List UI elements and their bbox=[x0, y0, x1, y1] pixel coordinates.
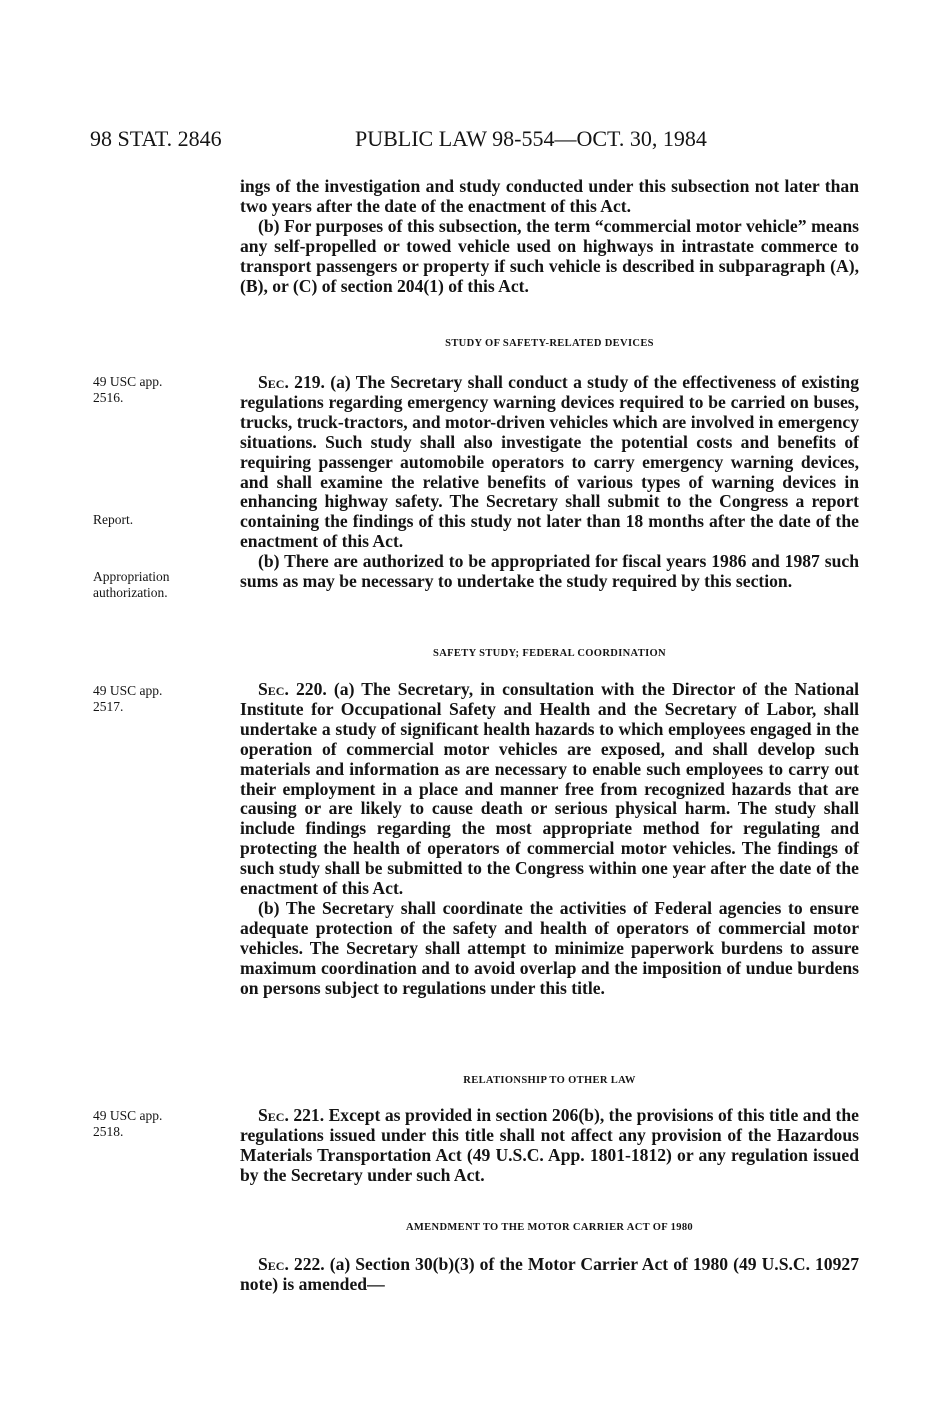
margin-note-line: 2517. bbox=[93, 699, 124, 714]
section-222-heading: AMENDMENT TO THE MOTOR CARRIER ACT OF 1980 bbox=[405, 1222, 694, 1233]
sec-label: Sec. bbox=[258, 1105, 289, 1125]
section-219-body bbox=[240, 373, 859, 592]
section-220-heading: SAFETY STUDY; FEDERAL COORDINATION bbox=[433, 648, 666, 659]
section-220-body bbox=[240, 680, 859, 999]
margin-note-appropriation bbox=[93, 569, 223, 601]
sec-label: Sec. bbox=[258, 1254, 289, 1274]
continuation-paragraph: ings of the investigation and study conducted under this subsection not later than two years after the date of the enactment of this Act. bbox=[240, 176, 859, 216]
paragraph-text: 222. (a) Section 30(b)(3) of the Motor Carrier Act of 1980 (49 U.S.C. 10927 note) is amended— bbox=[240, 1254, 859, 1294]
definition-paragraph: (b) For purposes of this subsection, the term “commercial motor vehicle” means any self-propelled or towed vehicle used on highways in intrastate commerce to transport passengers or property if such vehicle is described in subparagraph (A), (B), or (C) of section 204(1) of this Act. bbox=[240, 215, 859, 296]
margin-note-line: 49 USC app. bbox=[93, 1108, 163, 1123]
section-221-body bbox=[240, 1106, 859, 1186]
continuation-block bbox=[240, 177, 859, 296]
stat-reference: 98 STAT. 2846 bbox=[90, 126, 222, 151]
section-219-paragraph-b: (b) There are authorized to be appropriated for fiscal years 1986 and 1987 such sums as may be necessary to undertake the study required by this section. bbox=[240, 551, 859, 592]
sec-label: Sec. bbox=[258, 679, 289, 699]
margin-note-report bbox=[93, 512, 223, 528]
margin-note-line: Report. bbox=[93, 512, 134, 527]
paragraph-text: 219. (a) The Secretary shall conduct a study of the effectiveness of existing regulations regarding emergency warning devices required to be carried on buses, trucks, truck-tractors, and motor-driven vehicles which are involved in emergency situations. Such study shall also investigate the potential costs and benefits of requiring passenger automobile operators to carry emergency warning devices, and shall examine the relative benefits of various types of warning devices in enhancing highway safety. The Secretary shall submit to the Congress a report containing the findings of this study not later than 18 months after the date of the enactment of this Act. bbox=[240, 372, 859, 552]
margin-note-line: 49 USC app. bbox=[93, 374, 163, 389]
section-222-body bbox=[240, 1255, 859, 1295]
margin-note-usc-2517 bbox=[93, 683, 223, 715]
law-title: PUBLIC LAW 98-554—OCT. 30, 1984 bbox=[355, 126, 707, 151]
margin-note-line: 49 USC app. bbox=[93, 683, 163, 698]
paragraph-text: 221. Except as provided in section 206(b), the provisions of this title and the regulations issued under this title shall not affect any provision of the Hazardous Materials Transportation Act (49 U.S.C. App. 1801-1812) or any regulation issued by the Secretary under such Act. bbox=[240, 1105, 859, 1185]
section-219-heading: STUDY OF SAFETY-RELATED DEVICES bbox=[445, 338, 654, 349]
margin-note-line: authorization. bbox=[93, 585, 168, 600]
sec-label: Sec. bbox=[258, 372, 289, 392]
paragraph-text: 220. (a) The Secretary, in consultation with the Director of the National Institute for Occupational Safety and Health and the Secretary of Labor, shall undertake a study of significant health hazards to which employees engaged in the operation of commercial motor vehicles are exposed, and shall develop such materials and information as are necessary to enable such employees to carry out their employment in a place and manner free from recognized hazards that are causing or are likely to cause death or serious physical harm. The study shall include findings regarding the most appropriate method for regulating and protecting the health of operators of commercial motor vehicles. The findings of such study shall be submitted to the Congress within one year after the date of the enactment of this Act. bbox=[240, 679, 859, 899]
margin-note-usc-2518 bbox=[93, 1108, 223, 1140]
section-222-paragraph bbox=[240, 1255, 859, 1295]
section-221-heading: RELATIONSHIP TO OTHER LAW bbox=[463, 1075, 636, 1086]
margin-note-line: 2516. bbox=[93, 390, 124, 405]
margin-note-usc-2516 bbox=[93, 374, 223, 406]
section-220-paragraph-b: (b) The Secretary shall coordinate the activities of Federal agencies to ensure adequate protection of the safety and health of operators of commercial motor vehicles. The Secretary shall attempt to minimize paperwork burdens to assure maximum coordination and to avoid overlap and the imposition of undue burdens on persons subject to regulations under this title. bbox=[240, 897, 859, 998]
section-220-paragraph-a bbox=[240, 680, 859, 899]
margin-note-line: 2518. bbox=[93, 1124, 124, 1139]
section-221-paragraph bbox=[240, 1106, 859, 1186]
margin-note-line: Appropriation bbox=[93, 569, 170, 584]
section-219-paragraph-a bbox=[240, 373, 859, 552]
running-header bbox=[0, 126, 950, 156]
